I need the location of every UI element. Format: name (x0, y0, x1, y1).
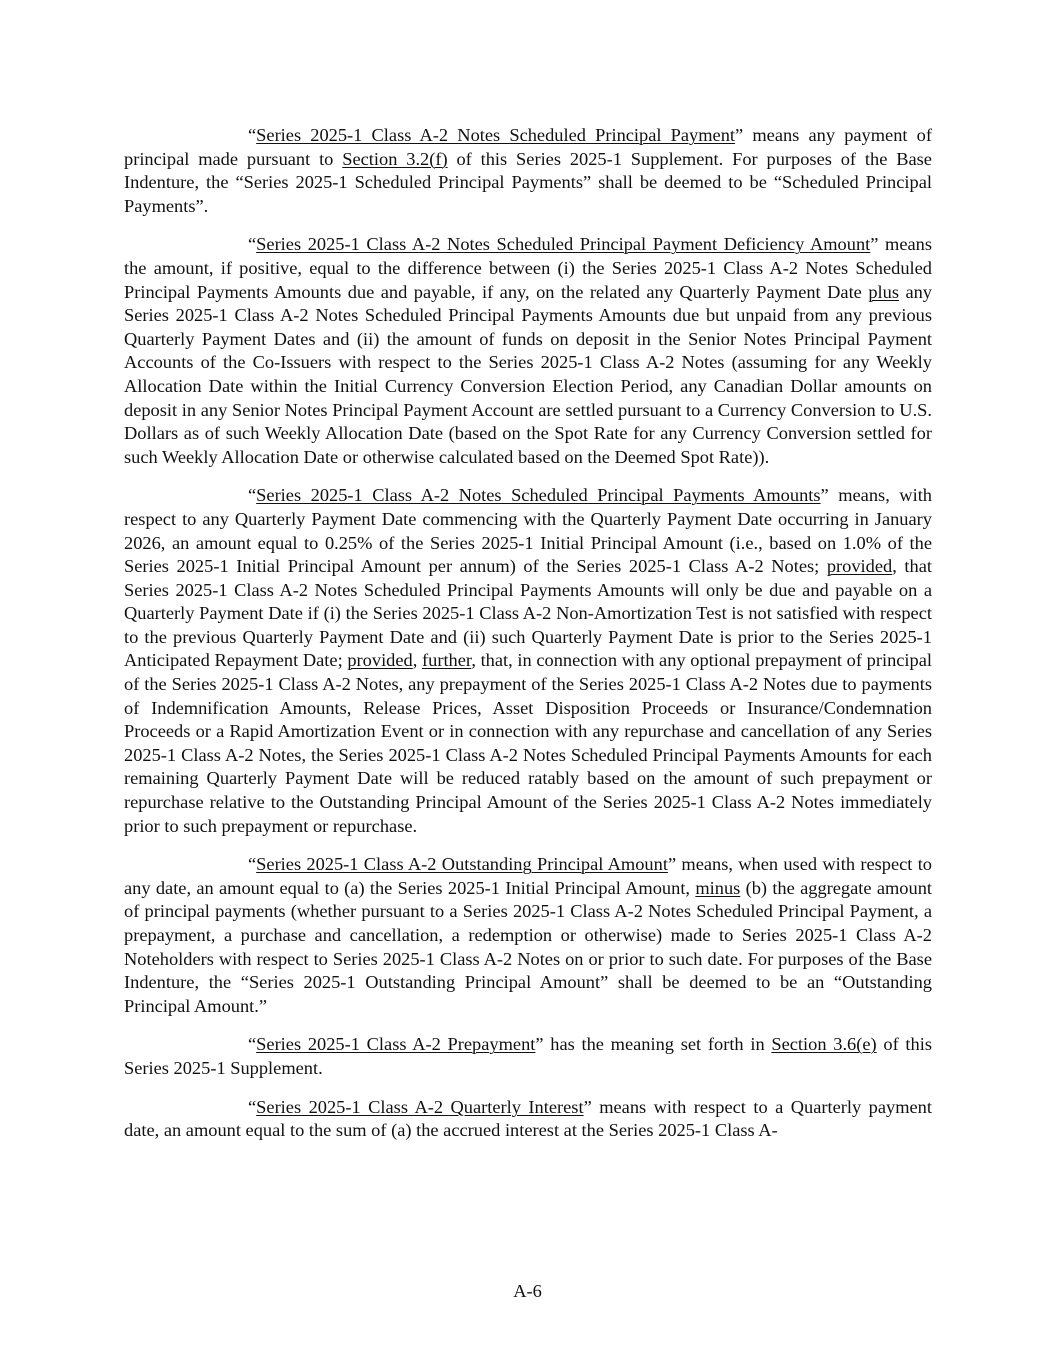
paragraph-text: ” has the meaning set forth in (535, 1034, 772, 1055)
definition-paragraph (124, 853, 932, 1018)
defined-term: Series 2025-1 Class A-2 Notes Scheduled Principal Payment Deficiency Amount (256, 234, 871, 255)
paragraph-text: , (412, 650, 422, 671)
paragraph-text: “ (248, 854, 257, 875)
paragraph-text: ” means with respect to a Quarterly payment date, an amount equal to the sum of (a) the accrued interest at the Series 2025-1 Class A- (124, 1096, 932, 1141)
paragraph-text: “ (248, 485, 257, 506)
paragraph-text: ” means, with respect to any Quarterly Payment Date commencing with the Quarterly Payment Date occurring in January 2026, an amount equal to 0.25% of the Series 2025-1 Initial Principal Amount (i.e., based on 1.0% of the Series 2025-1 Initial Principal Amount per annum) of the Series 2025-1 Class A-2 Notes; (124, 485, 932, 577)
definition-paragraph (124, 233, 932, 469)
definition-paragraph (124, 124, 932, 218)
defined-term: plus (868, 281, 899, 302)
defined-term: Section 3.2(f) (342, 148, 448, 169)
defined-term: minus (695, 877, 741, 898)
defined-term: Series 2025-1 Class A-2 Outstanding Principal Amount (256, 854, 668, 875)
defined-term: provided (826, 556, 893, 577)
paragraph-text: “ (248, 125, 257, 145)
defined-term: Series 2025-1 Class A-2 Prepayment (256, 1034, 536, 1055)
paragraph-text: (b) the aggregate amount of principal payments (whether pursuant to a Series 2025-1 Class A-2 Notes Scheduled Principal Payment, a prepayment, a purchase and cancellation, a redemption or otherwise) made to Series 2025-1 Class A-2 Noteholders with respect to Series 2025-1 Class A-2 Notes on or prior to such date. For purposes of the Base Indenture, the “Series 2025-1 Outstanding Principal Amount” shall be deemed to be an “Outstanding Principal Amount.” (124, 877, 933, 1016)
defined-term: provided (347, 650, 413, 671)
paragraph-text: “ (248, 1096, 257, 1117)
definition-paragraph (124, 1033, 932, 1080)
paragraph-text: ” means, when used with respect to any date, an amount equal to (a) the Series 2025-1 Initial Principal Amount, (124, 854, 933, 898)
paragraph-text: ” means the amount, if positive, equal to the difference between (i) the Series 2025-1 Class A-2 Notes Scheduled Principal Payments Amounts due and payable, if any, on the related any Quarterly Payment Date (124, 234, 932, 302)
defined-term: Series 2025-1 Class A-2 Notes Scheduled Principal Payments Amounts (256, 485, 821, 506)
definition-paragraph (124, 484, 932, 838)
paragraph-text: of this Series 2025-1 Supplement. For purposes of the Base Indenture, the “Series 2025-1 Scheduled Principal Payments” shall be deemed to be “Scheduled Principal Payments”. (124, 148, 932, 216)
paragraph-text: , that, in connection with any optional prepayment of principal of the Series 2025-1 Class A-2 Notes, any prepayment of the Series 2025-1 Class A-2 Notes due to payments of Indemnification Amounts, Release Prices, Asset Disposition Proceeds or Insurance/Condemnation Proceeds or a Rapid Amortization Event or in connection with any repurchase and cancellation of any Series 2025-1 Class A-2 Notes, the Series 2025-1 Class A-2 Notes Scheduled Principal Payments Amounts for each remaining Quarterly Payment Date will be reduced ratably based on the amount of such prepayment or repurchase relative to the Outstanding Principal Amount of the Series 2025-1 Class A-2 Notes immediately prior to such prepayment or repurchase. (124, 650, 933, 836)
paragraph-text: “ (248, 234, 257, 255)
document-body (124, 124, 932, 1158)
defined-term: Series 2025-1 Class A-2 Notes Scheduled Principal Payment (256, 125, 736, 145)
paragraph-text: of this Series 2025-1 Supplement. (124, 1034, 933, 1078)
paragraph-text: , that Series 2025-1 Class A-2 Notes Scheduled Principal Payments Amounts will only be due and payable on a Quarterly Payment Date if (i) the Series 2025-1 Class A-2 Non-Amortization Test is not satisfied with respect to the previous Quarterly Payment Date and (ii) such Quarterly Payment Date is prior to the Series 2025-1 Anticipated Repayment Date; (124, 556, 932, 671)
defined-term: further (422, 650, 472, 671)
paragraph-text: “ (248, 1034, 257, 1055)
definition-paragraph (124, 1096, 932, 1143)
defined-term: Series 2025-1 Class A-2 Quarterly Interest (256, 1096, 584, 1117)
paragraph-text: any Series 2025-1 Class A-2 Notes Scheduled Principal Payments Amounts due but unpaid from any previous Quarterly Payment Dates and (ii) the amount of funds on deposit in the Senior Notes Principal Payment Accounts of the Co-Issuers with respect to the Series 2025-1 Class A-2 Notes (assuming for any Weekly Allocation Date within the Initial Currency Conversion Election Period, any Canadian Dollar amounts on deposit in any Senior Notes Principal Payment Account are settled pursuant to a Currency Conversion to U.S. Dollars as of such Weekly Allocation Date (based on the Spot Rate for any Currency Conversion settled for such Weekly Allocation Date or otherwise calculated based on the Deemed Spot Rate)). (124, 281, 932, 467)
defined-term: Section 3.6(e) (771, 1034, 877, 1055)
page-number: A-6 (513, 1281, 542, 1301)
paragraph-text: ” means any payment of principal made pursuant to (124, 125, 933, 169)
